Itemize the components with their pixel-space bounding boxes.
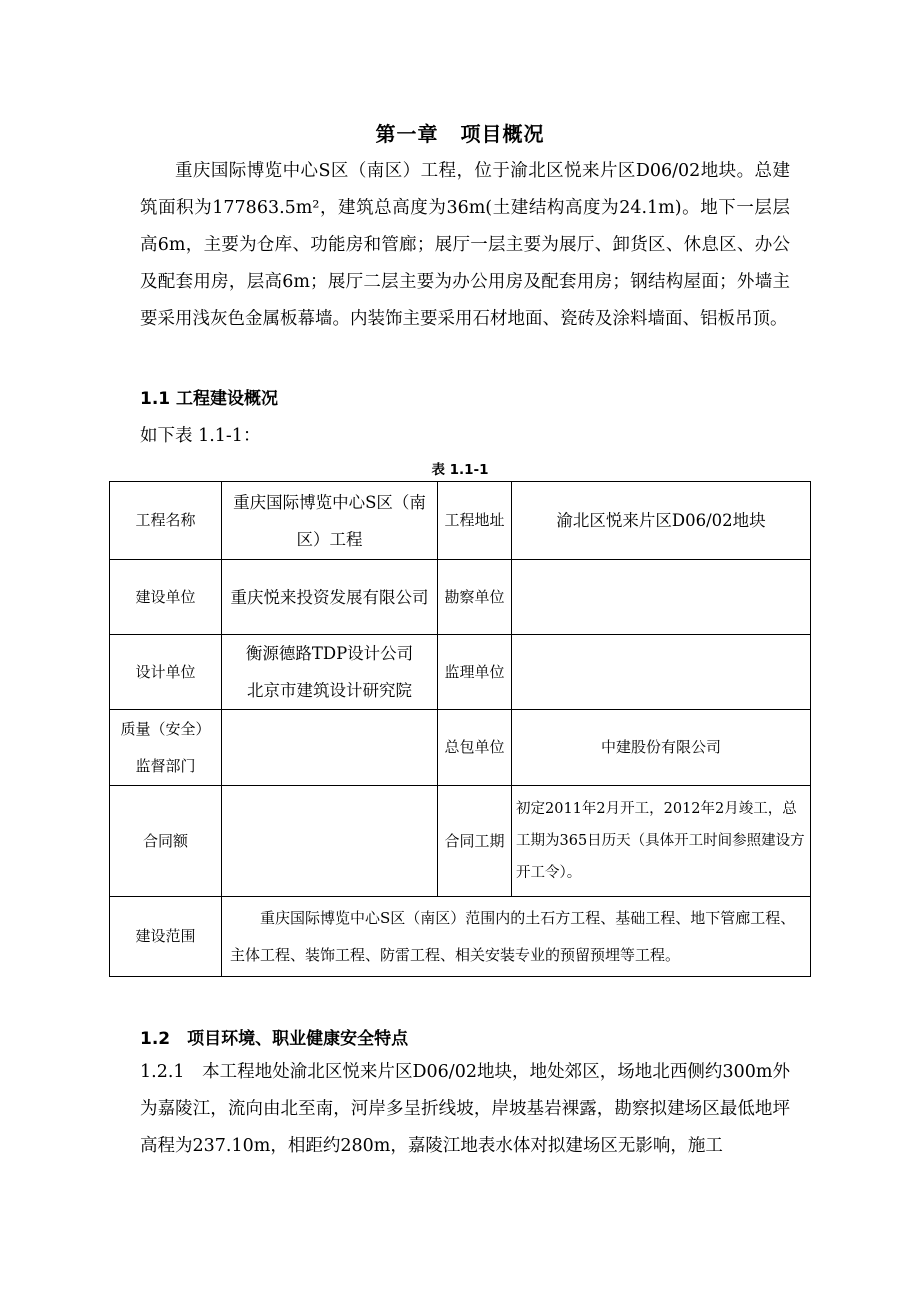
cell-label: 监理单位 (438, 635, 512, 710)
project-info-table (109, 481, 811, 977)
cell-value: 重庆悦来投资发展有限公司 (222, 560, 438, 635)
section-heading-1-2: 1.2 项目环境、职业健康安全特点 (140, 1029, 409, 1049)
cell-value: 初定2011年2月开工，2012年2月竣工，总工期为365日历天（具体开工时间参照建设方开工令）。 (512, 786, 811, 897)
design-firm-1: 衡源德路TDP设计公司 (245, 644, 414, 663)
table-row (110, 560, 811, 635)
cell-value (222, 710, 438, 786)
table-row (110, 635, 811, 710)
cell-label: 工程名称 (110, 482, 222, 560)
cell-value: 重庆国际博览中心S区（南区）范围内的土石方工程、基础工程、地下管廊工程、主体工程、装饰工程、防雷工程、相关安装专业的预留预埋等工程。 (222, 897, 811, 977)
cell-label: 建设单位 (110, 560, 222, 635)
table-lead-text: 如下表 1.1-1： (140, 426, 261, 446)
design-firm-2: 北京市建筑设计研究院 (247, 681, 412, 700)
cell-label: 质量（安全）监督部门 (110, 710, 222, 786)
section-heading-1-1: 1.1 工程建设概况 (140, 389, 279, 409)
cell-value: 中建股份有限公司 (512, 710, 811, 786)
cell-value: 渝北区悦来片区D06/02地块 (512, 482, 811, 560)
cell-value (222, 635, 438, 710)
table-row (110, 482, 811, 560)
cell-label: 工程地址 (438, 482, 512, 560)
chapter-name: 项目概况 (460, 122, 545, 146)
table-row (110, 897, 811, 977)
table-row (110, 710, 811, 786)
cell-value (222, 786, 438, 897)
cell-label: 勘察单位 (438, 560, 512, 635)
chapter-number: 第一章 (375, 122, 439, 146)
table-row (110, 786, 811, 897)
chapter-title (0, 118, 920, 147)
paragraph-1-2-1: 1.2.1 本工程地处渝北区悦来片区D06/02地块，地处郊区，场地北西侧约300m外为嘉陵江，流向由北至南，河岸多呈折线坡，岸坡基岩裸露，勘察拟建场区最低地坪高程为237.10m，相距约280m，嘉陵江地表水体对拟建场区无影响，施工 (140, 1062, 790, 1156)
intro-paragraph: 重庆国际博览中心S区（南区）工程，位于渝北区悦来片区D06/02地块。总建筑面积为177863.5m²，建筑总高度为36m(土建结构高度为24.1m)。地下一层层高6m，主要为仓库、功能房和管廊；展厅一层主要为展厅、卸货区、休息区、办公及配套用房，层高6m；展厅二层主要为办公用房及配套用房；钢结构屋面；外墙主要采用浅灰色金属板幕墙。内装饰主要采用石材地面、瓷砖及涂料墙面、铝板吊顶。 (140, 161, 790, 329)
cell-value (512, 635, 811, 710)
cell-value: 重庆国际博览中心S区（南区）工程 (222, 482, 438, 560)
cell-value (512, 560, 811, 635)
cell-label: 合同工期 (438, 786, 512, 897)
table-caption: 表 1.1-1 (431, 462, 489, 478)
cell-label: 总包单位 (438, 710, 512, 786)
cell-label: 设计单位 (110, 635, 222, 710)
cell-label: 建设范围 (110, 897, 222, 977)
cell-label: 合同额 (110, 786, 222, 897)
